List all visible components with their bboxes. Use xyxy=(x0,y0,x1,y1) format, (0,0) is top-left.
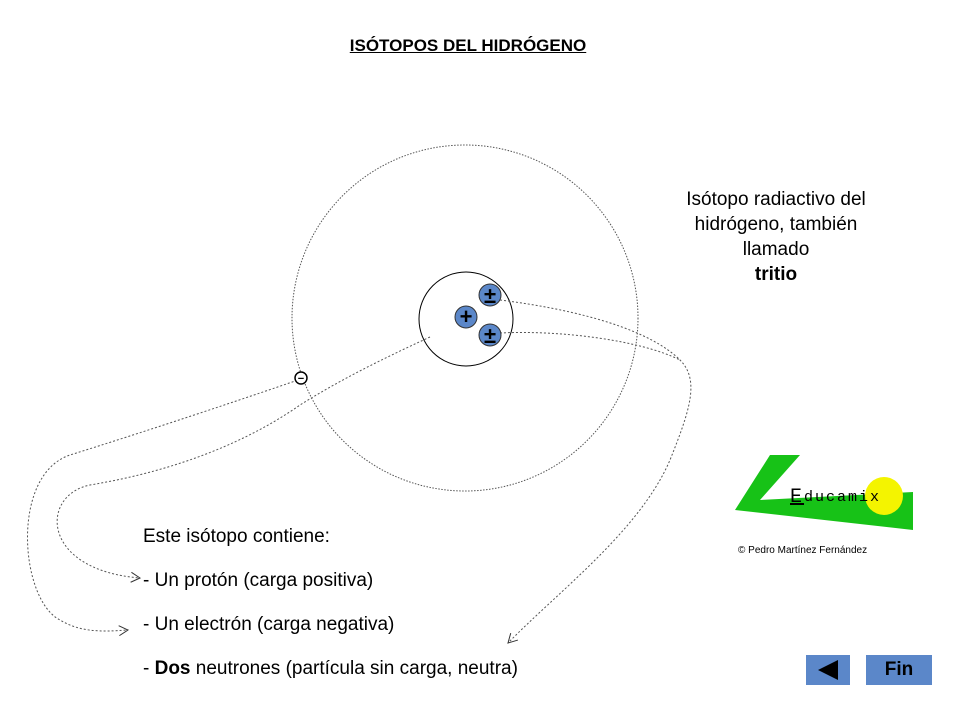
electron-symbol: − xyxy=(297,373,305,385)
contents-electron: - Un electrón (carga negativa) xyxy=(143,614,395,635)
contents-intro: Este isótopo contiene: xyxy=(143,526,330,547)
logo-rest: ducamix xyxy=(804,489,882,506)
neutron-count: Dos xyxy=(154,658,191,679)
description-line-3: llamado xyxy=(742,239,810,260)
contents-proton: - Un protón (carga positiva) xyxy=(143,570,374,591)
fin-button[interactable]: Fin xyxy=(866,655,932,685)
neutron-bottom xyxy=(479,323,501,348)
proton-symbol: + xyxy=(459,304,473,329)
svg-text:Educamix xyxy=(790,486,881,509)
educamix-logo xyxy=(735,455,913,530)
isotope-contents xyxy=(143,525,518,701)
page-title: ISÓTOPOS DEL HIDRÓGENO xyxy=(349,36,587,55)
description-highlight: tritio xyxy=(754,264,798,285)
neutron-connector-2 xyxy=(500,332,680,360)
neutron-description: neutrones (partícula sin carga, neutra) xyxy=(190,658,518,679)
electron xyxy=(295,372,307,385)
neutron-symbol: ± xyxy=(483,323,497,348)
isotope-description xyxy=(670,187,882,287)
neutron-symbol: ± xyxy=(483,283,497,308)
description-line-1: Isótopo radiactivo del xyxy=(686,189,866,210)
neutron-top xyxy=(479,283,501,308)
neutron-connector xyxy=(500,300,691,643)
logo-initial: E xyxy=(790,486,805,509)
proton xyxy=(455,304,477,329)
neutron-prefix: - xyxy=(143,658,155,679)
contents-neutron xyxy=(143,657,518,680)
back-button[interactable] xyxy=(806,655,850,685)
back-arrow-icon xyxy=(806,655,850,685)
copyright-text: © Pedro Martínez Fernández xyxy=(738,545,868,556)
description-line-2: hidrógeno, también xyxy=(694,214,858,235)
